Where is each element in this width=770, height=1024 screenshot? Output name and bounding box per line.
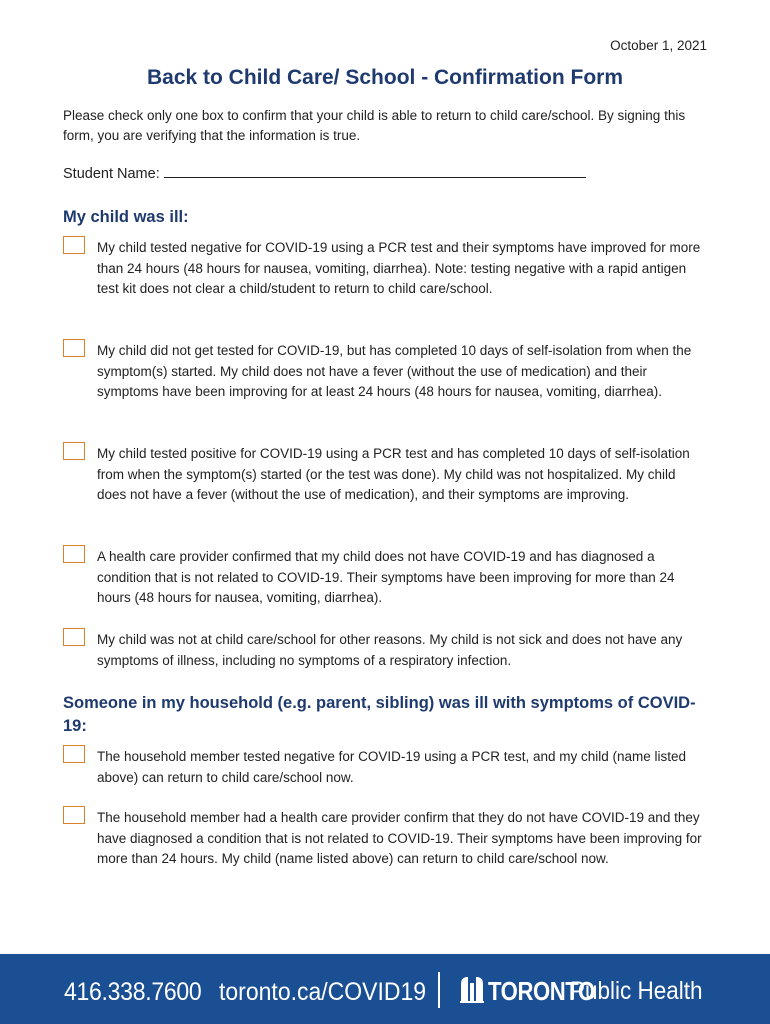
option-item[interactable] xyxy=(63,630,708,671)
checkbox[interactable] xyxy=(63,442,85,460)
footer-brand-toronto: TORONTO xyxy=(488,976,595,1006)
footer-brand-public-health: Public Health xyxy=(570,977,703,1005)
student-name-field[interactable] xyxy=(63,163,586,182)
option-text: The household member tested negative for COVID-19 using a PCR test, and my child (name listed above) can return to child care/school now. xyxy=(97,749,687,785)
section-heading-household-ill: Someone in my household (e.g. parent, sibling) was ill with symptoms of COVID-19: xyxy=(63,694,696,735)
city-hall-icon xyxy=(459,974,485,1009)
option-item[interactable] xyxy=(63,808,708,870)
intro-text: Please check only one box to confirm that your child is able to return to child care/school. By signing this form, you are verifying that the information is true. xyxy=(63,108,686,143)
student-name-line[interactable] xyxy=(164,163,586,178)
student-name-label: Student Name: xyxy=(63,166,160,182)
option-item[interactable] xyxy=(63,444,708,506)
footer-phone[interactable]: 416.338.7600 xyxy=(64,978,202,1006)
footer-divider xyxy=(438,972,440,1008)
option-item[interactable] xyxy=(63,747,708,788)
option-text: The household member had a health care provider confirm that they do not have COVID-19 and they have diagnosed a condition that is not related to COVID-19. Their symptoms have been improving for more than 24 hours. My child (name listed above) can return to child care/school now. xyxy=(97,810,702,867)
option-text: My child tested negative for COVID-19 using a PCR test and their symptoms have improved for more than 24 hours (48 hours for nausea, vomiting, diarrhea). Note: testing negative with a rapid antigen test kit does not clear a child/student to return to child care/school. xyxy=(97,240,701,297)
checkbox[interactable] xyxy=(63,745,85,763)
option-text: My child tested positive for COVID-19 using a PCR test and has completed 10 days of self-isolation from when the symptom(s) started (or the test was done). My child was not hospitalized. My child does not have a fever (without the use of medication), and their symptoms are improving. xyxy=(97,446,690,503)
checkbox[interactable] xyxy=(63,806,85,824)
checkbox[interactable] xyxy=(63,628,85,646)
document-date: October 1, 2021 xyxy=(610,38,707,53)
option-text: My child did not get tested for COVID-19, but has completed 10 days of self-isolation from when the symptom(s) started. My child does not have a fever (without the use of medication) and their symptoms have been improving for at least 24 hours (48 hours for nausea, vomiting, diarrhea). xyxy=(97,343,692,400)
option-item[interactable] xyxy=(63,341,708,403)
checkbox[interactable] xyxy=(63,545,85,563)
option-item[interactable] xyxy=(63,547,708,609)
footer-banner xyxy=(0,954,770,1024)
checkbox[interactable] xyxy=(63,339,85,357)
page-title: Back to Child Care/ School - Confirmation Form xyxy=(146,66,624,89)
checkbox[interactable] xyxy=(63,236,85,254)
section-heading-child-ill: My child was ill: xyxy=(63,208,189,226)
footer-url[interactable]: toronto.ca/COVID19 xyxy=(219,978,427,1006)
option-text: My child was not at child care/school for other reasons. My child is not sick and does not have any symptoms of illness, including no symptoms of a respiratory infection. xyxy=(97,632,683,668)
option-item[interactable] xyxy=(63,238,708,300)
option-text: A health care provider confirmed that my child does not have COVID-19 and has diagnosed a condition that is not related to COVID-19. Their symptoms have been improving for more than 24 hours (48 hours for nausea, vomiting, diarrhea). xyxy=(97,549,675,606)
